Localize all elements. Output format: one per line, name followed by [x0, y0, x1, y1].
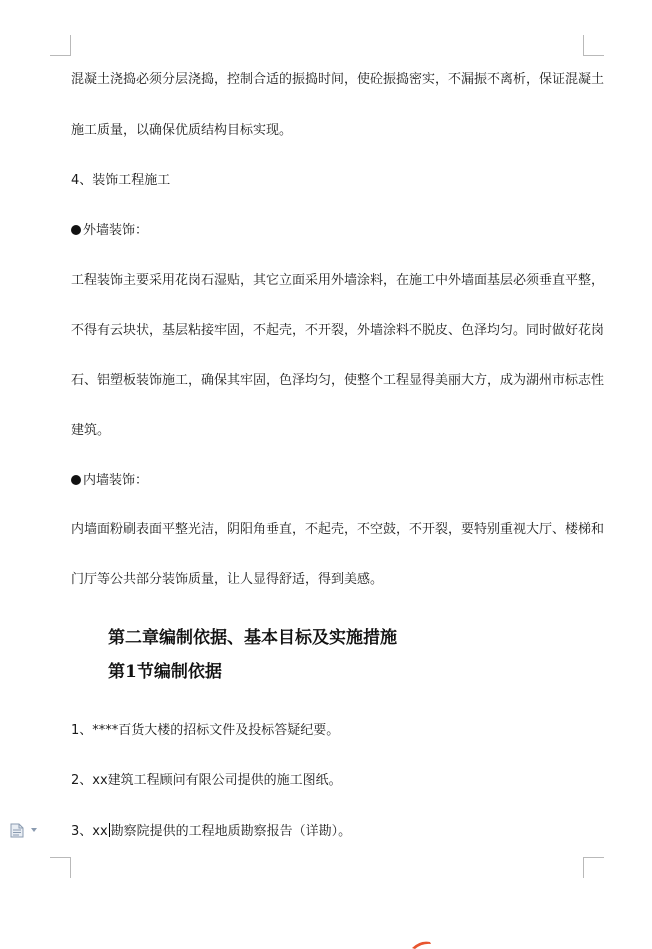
section-heading: 第1节编制依据 — [108, 662, 222, 682]
bullet-heading-exterior — [71, 223, 148, 239]
paragraph-line: 混凝土浇捣必须分层浇捣，控制合适的振捣时间，使砼振捣密实，不漏振不离析，保证混凝土 — [71, 72, 605, 87]
paragraph-line: 内墙面粉刷表面平整光洁，阴阳角垂直，不起壳，不空鼓，不开裂，要特别重视大厅、楼梯和 — [71, 522, 605, 537]
list-item-rest: 勘察院提供的工程地质勘察报告（详勘）。 — [110, 824, 352, 839]
list-item[interactable] — [71, 823, 351, 840]
section-item-heading: 4、装饰工程施工 — [71, 173, 171, 188]
chapter-heading: 第二章编制依据、基本目标及实施措施 — [108, 628, 397, 648]
bullet-icon — [71, 225, 81, 235]
text-cursor — [109, 823, 110, 837]
dropdown-arrow-icon[interactable] — [31, 828, 37, 832]
bullet-heading-label: 内墙装饰： — [83, 473, 149, 488]
crop-mark-top-right — [583, 35, 604, 56]
paragraph-line: 不得有云块状，基层粘接牢固，不起壳，不开裂，外墙涂料不脱皮、色泽均匀。同时做好花岗 — [71, 323, 605, 338]
list-item: 1、****百货大楼的招标文件及投标答疑纪要。 — [71, 723, 340, 738]
bullet-heading-interior — [71, 473, 148, 489]
paragraph-line: 石、铝塑板装饰施工，确保其牢固，色泽均匀，使整个工程显得美丽大方，成为湖州市标志性 — [71, 373, 605, 388]
paragraph-line: 施工质量，以确保优质结构目标实现。 — [71, 123, 293, 138]
crop-mark-bottom-right — [583, 857, 604, 878]
bullet-icon — [71, 475, 81, 485]
paragraph-line: 门厅等公共部分装饰质量，让人显得舒适，得到美感。 — [71, 572, 384, 587]
list-item: 2、xx建筑工程顾问有限公司提供的施工图纸。 — [71, 773, 342, 788]
paragraph-line: 建筑。 — [71, 423, 111, 438]
list-item-prefix: 3、xx — [71, 824, 108, 839]
bullet-heading-label: 外墙装饰： — [83, 223, 149, 238]
crop-mark-bottom-left — [50, 857, 71, 878]
logo-fragment-icon — [410, 940, 432, 949]
paragraph-line: 工程装饰主要采用花岗石湿贴，其它立面采用外墙涂料，在施工中外墙面基层必须垂直平整， — [71, 273, 605, 288]
crop-mark-top-left — [50, 35, 71, 56]
document-icon[interactable] — [10, 823, 24, 838]
